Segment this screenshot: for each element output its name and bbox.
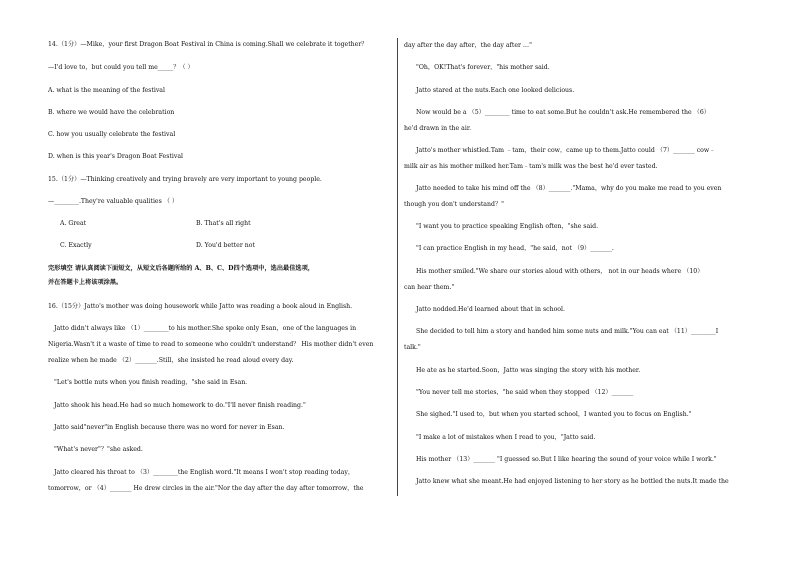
q15-option-d: D. You'd better not <box>196 242 255 249</box>
q16-line-4: realize when he made （2）_______.Still，she insisted he read aloud every day. <box>48 357 294 364</box>
passage-line-18: "You never tell me stories，"he said when they stopped （12）_______ <box>416 389 634 396</box>
q14-option-b: B. where we would have the celebration <box>48 109 175 116</box>
q16-line-8: "What's never"？"she asked. <box>54 446 143 453</box>
passage-line-2: "Oh，OK!That's forever，"his mother said. <box>416 64 550 71</box>
q16-line-5: "Let's bottle nuts when you finish reading，"she said in Esan. <box>54 379 248 386</box>
passage-line-10: "I want you to practice speaking English often，"she said. <box>416 223 599 230</box>
passage-line-21: His mother （13）_______ "I guessed so.But I like hearing the sound of your voice while I work." <box>416 456 717 463</box>
q14-option-d: D. when is this year's Dragon Boat Festival <box>48 153 184 160</box>
passage-line-3: Jatto stared at the nuts.Each one looked delicious. <box>416 87 575 94</box>
passage-line-6: Jatto's mother whistled.Tam ﹣tam，their cow，came up to them.Jatto could （7）_______ cow﹣ <box>416 147 716 154</box>
passage-line-8: Jatto needed to take his mind off the （8）_______."Mama，why do you make me read to you even <box>416 185 722 192</box>
q14-reply: —I'd love to，but could you tell me_____？（ ） <box>48 64 194 71</box>
q15-option-a: A. Great <box>60 220 87 227</box>
q14-option-c: C. how you usually celebrate the festival <box>48 131 176 138</box>
q15-reply: —________.They're valuable qualities （ ） <box>48 198 179 205</box>
passage-line-7: milk air as his mother milked her.Tam﹣tam's milk was the best he'd ever tasted. <box>404 163 658 170</box>
q16-line-3: Nigeria.Wasn't it a waste of time to read to someone who couldn't understand？ His mother didn't even <box>48 341 374 348</box>
q16-line-2: Jatto didn't always like （1）________to his mother.She spoke only Esan，one of the languages in <box>54 325 357 332</box>
passage-line-19: She sighed."I used to，but when you started school，I wanted you to focus on English." <box>416 411 692 418</box>
passage-line-5: he'd drawn in the air. <box>404 125 472 132</box>
q15-stem: 15.（1分）—Thinking creatively and trying bravely are very important to young people. <box>48 176 322 183</box>
passage-line-15: She decided to tell him a story and handed him some nuts and milk."You can eat （11）________I <box>416 328 719 335</box>
passage-line-14: Jatto nodded.He'd learned about that in school. <box>416 306 565 313</box>
q16-line-10: tomorrow，or （4）_______ He drew circles in the air."Nor the day after the day after tomorrow，the <box>48 485 364 492</box>
passage-line-22: Jatto knew what she meant.He had enjoyed listening to her story as he bottled the nuts.It made the <box>416 478 729 485</box>
passage-line-13: can hear them." <box>404 284 455 291</box>
q16-line-7: Jatto said"never"in English because there was no word for never in Esan. <box>54 424 285 431</box>
cloze-instructions-line-1: 完形填空 请认真阅读下面短文，从短文后各题所给的 A、B、C、D四个选项中，选出最佳选项， <box>48 265 314 272</box>
passage-line-16: talk." <box>404 344 421 351</box>
passage-line-1: day after the day after，the day after …" <box>404 42 532 49</box>
q15-option-b: B. That's all right <box>196 220 251 227</box>
q14-stem: 14.（1分）—Mike，your first Dragon Boat Festival in China is coming.Shall we celebrate it together？ <box>48 41 368 48</box>
passage-line-12: His mother smiled."We share our stories aloud with others， not in our heads where （10） <box>416 268 704 275</box>
passage-line-11: "I can practice English in my head，"he said，not （9）_______. <box>416 245 614 252</box>
cloze-instructions-line-2: 并在答题卡上将该项涂黑。 <box>48 279 123 286</box>
q16-line-9: Jatto cleared his throat to （3）________the English word."It means I won't stop reading today， <box>54 469 355 476</box>
passage-line-17: He ate as he started.Soon，Jatto was singing the story with his mother. <box>416 367 641 374</box>
q16-line-6: Jatto shook his head.He had so much homework to do."I'll never finish reading." <box>54 402 306 409</box>
q16-line-1: 16.（15分）Jatto's mother was doing housework while Jatto was reading a book aloud in English. <box>48 303 353 310</box>
passage-line-4: Now would be a （5）________ time to eat some.But he couldn't ask.He remembered the （6） <box>416 109 710 116</box>
passage-line-9: though you don't understand？" <box>404 201 504 208</box>
column-divider <box>397 38 398 496</box>
passage-line-20: "I make a lot of mistakes when I read to you，"Jatto said. <box>416 434 596 441</box>
q14-option-a: A. what is the meaning of the festival <box>48 87 165 94</box>
q15-option-c: C. Exactly <box>60 242 92 249</box>
